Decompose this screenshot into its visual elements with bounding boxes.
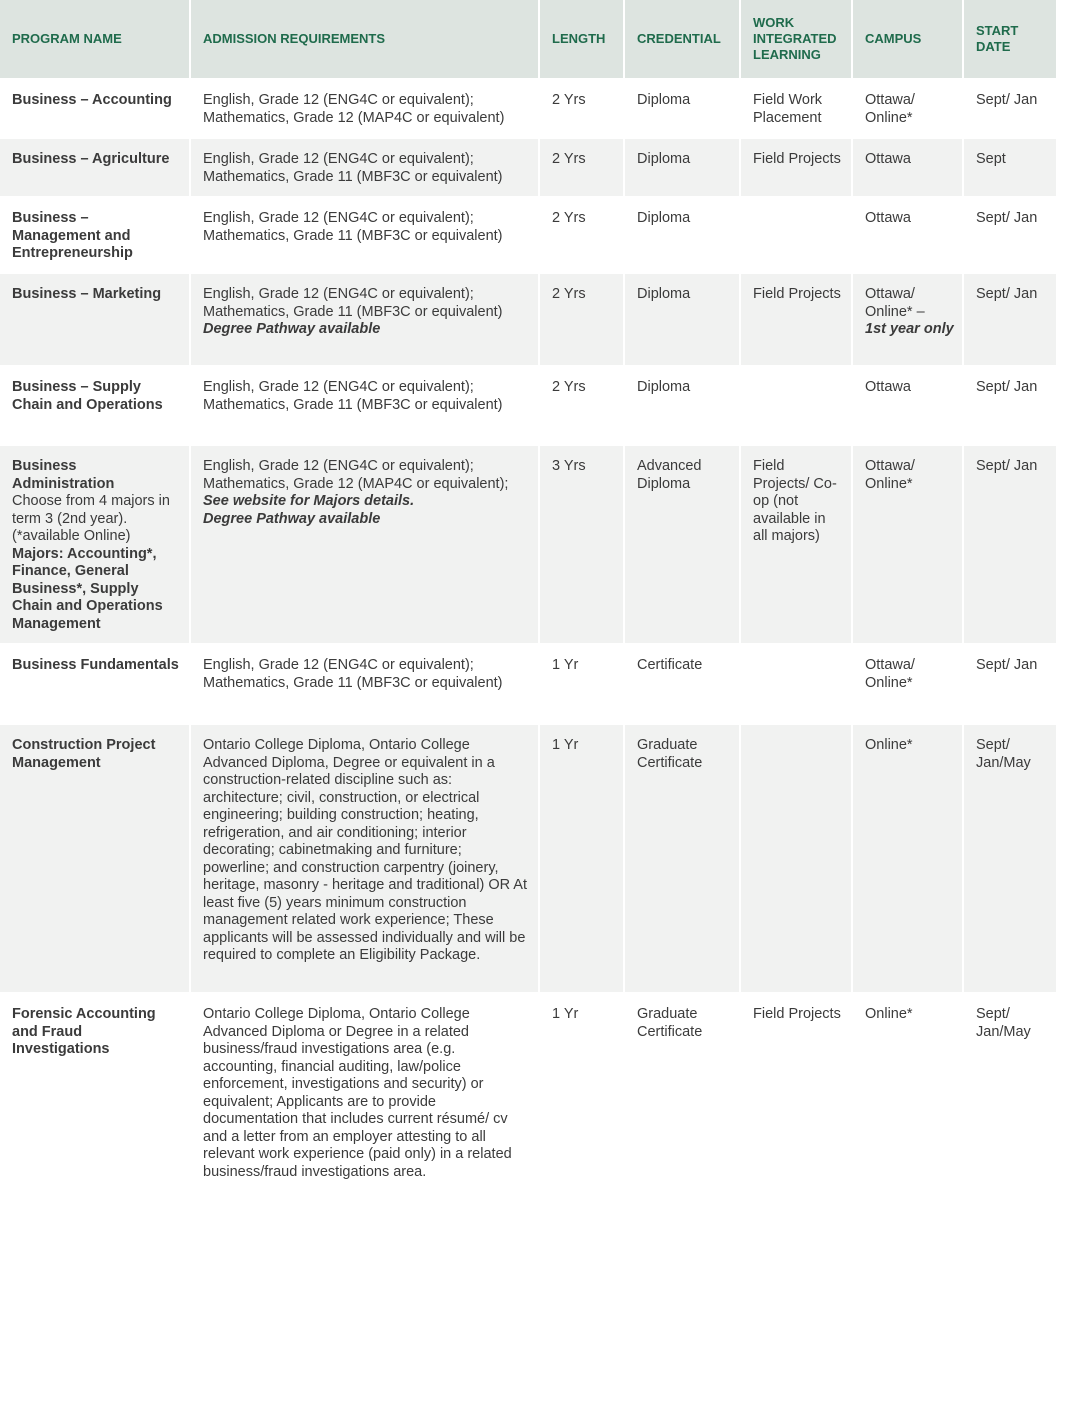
table-row <box>0 367 1056 446</box>
campus: Online* <box>853 994 964 1194</box>
start-date: Sept/ Jan/May <box>964 725 1056 994</box>
header-campus: CAMPUS <box>853 0 964 80</box>
campus: Online* <box>853 725 964 994</box>
table-row <box>0 274 1056 367</box>
table-row <box>0 994 1056 1194</box>
program-name: Construction Project Management <box>12 737 156 771</box>
work-integrated-learning <box>741 645 853 725</box>
table-row <box>0 725 1056 994</box>
campus: Ottawa/ Online* <box>853 446 964 645</box>
length: 3 Yrs <box>540 446 625 645</box>
program-description: Choose from 4 majors in term 3 (2nd year). (*available Online) <box>12 493 170 544</box>
program-majors: Majors: Accounting*, Finance, General Business*, Supply Chain and Operations Management <box>12 545 163 632</box>
header-credential: CREDENTIAL <box>625 0 741 80</box>
program-name: Forensic Accounting and Fraud Investigations <box>12 1006 156 1057</box>
degree-pathway-note: Degree Pathway available <box>203 321 381 337</box>
admission-requirements: Ontario College Diploma, Ontario College Advanced Diploma, Degree or equivalent in a construction-related discipline such as: architecture; civil, construction, or electrical engineering; building construction; heating, refrigeration, and air conditioning; interior decorating; cabinetmaking and furniture; powerline; and construction carpentry (joinery, heritage, masonry - heritage and traditional) OR At least five (5) years minimum construction management related work experience; These applicants will be assessed individually and will be required to complete an Eligibility Package. <box>191 725 540 994</box>
program-name: Business – Management and Entrepreneurship <box>12 210 133 261</box>
program-name: Business – Supply Chain and Operations <box>12 379 163 413</box>
length: 2 Yrs <box>540 274 625 367</box>
credential: Certificate <box>625 645 741 725</box>
admission-requirements: English, Grade 12 (ENG4C or equivalent); Mathematics, Grade 12 (MAP4C or equivalent) <box>191 80 540 139</box>
admission-requirements: English, Grade 12 (ENG4C or equivalent); Mathematics, Grade 11 (MBF3C or equivalent) <box>191 139 540 198</box>
start-date: Sept/ Jan <box>964 367 1056 446</box>
admission-requirements: English, Grade 12 (ENG4C or equivalent); Mathematics, Grade 11 (MBF3C or equivalent) <box>191 645 540 725</box>
credential: Diploma <box>625 274 741 367</box>
length: 2 Yrs <box>540 80 625 139</box>
credential: Graduate Certificate <box>625 994 741 1194</box>
program-name: Business – Accounting <box>12 92 172 108</box>
work-integrated-learning <box>741 725 853 994</box>
credential: Diploma <box>625 198 741 274</box>
campus: Ottawa <box>853 198 964 274</box>
start-date: Sept/ Jan <box>964 80 1056 139</box>
admission-requirements: English, Grade 12 (ENG4C or equivalent); Mathematics, Grade 11 (MBF3C or equivalent) <box>191 198 540 274</box>
admission-requirements: English, Grade 12 (ENG4C or equivalent); Mathematics, Grade 11 (MBF3C or equivalent) <box>203 286 503 320</box>
work-integrated-learning: Field Projects <box>741 994 853 1194</box>
header-admission: ADMISSION REQUIREMENTS <box>191 0 540 80</box>
admission-requirements: English, Grade 12 (ENG4C or equivalent); Mathematics, Grade 11 (MBF3C or equivalent) <box>191 367 540 446</box>
campus: Ottawa/ Online* <box>853 80 964 139</box>
work-integrated-learning: Field Projects/ Co-op (not available in all majors) <box>741 446 853 645</box>
header-length: LENGTH <box>540 0 625 80</box>
degree-pathway-note: Degree Pathway available <box>203 510 381 527</box>
start-date: Sept/ Jan <box>964 645 1056 725</box>
table-row <box>0 645 1056 725</box>
admission-requirements: English, Grade 12 (ENG4C or equivalent); Mathematics, Grade 12 (MAP4C or equivalent); <box>203 458 509 492</box>
header-wil: WORK INTEGRATED LEARNING <box>741 0 853 80</box>
work-integrated-learning: Field Projects <box>741 139 853 198</box>
campus-note: 1st year only <box>865 321 954 337</box>
table-row <box>0 198 1056 274</box>
campus: Ottawa/ Online* – <box>865 286 925 320</box>
start-date: Sept <box>964 139 1056 198</box>
majors-details-note: See website for Majors details. <box>203 493 415 509</box>
work-integrated-learning <box>741 198 853 274</box>
header-start-date: START DATE <box>964 0 1056 80</box>
start-date: Sept/ Jan/May <box>964 994 1056 1194</box>
table-row <box>0 446 1056 645</box>
credential: Advanced Diploma <box>625 446 741 645</box>
credential: Graduate Certificate <box>625 725 741 994</box>
table-row <box>0 139 1056 198</box>
start-date: Sept/ Jan <box>964 198 1056 274</box>
campus: Ottawa/ Online* <box>853 645 964 725</box>
program-name: Business – Marketing <box>12 286 162 302</box>
start-date: Sept/ Jan <box>964 446 1056 645</box>
program-name: Business – Agriculture <box>12 151 170 167</box>
length: 2 Yrs <box>540 139 625 198</box>
work-integrated-learning <box>741 367 853 446</box>
start-date: Sept/ Jan <box>964 274 1056 367</box>
work-integrated-learning: Field Work Placement <box>741 80 853 139</box>
length: 2 Yrs <box>540 367 625 446</box>
length: 1 Yr <box>540 725 625 994</box>
admission-requirements: Ontario College Diploma, Ontario College Advanced Diploma or Degree in a related business/fraud investigations area (e.g. accounting, financial auditing, law/police enforcement, investigations and security) or equivalent; Applicants are to provide documentation that includes current résumé/ cv and a letter from an employer attesting to all relevant work experience (paid only) in a related business/fraud investigations area. <box>191 994 540 1194</box>
credential: Diploma <box>625 139 741 198</box>
campus: Ottawa <box>853 139 964 198</box>
program-name: Business Fundamentals <box>12 657 179 673</box>
length: 1 Yr <box>540 645 625 725</box>
table-header <box>0 0 1056 80</box>
header-program-name: PROGRAM NAME <box>0 0 191 80</box>
length: 2 Yrs <box>540 198 625 274</box>
credential: Diploma <box>625 367 741 446</box>
program-name: Business Administration <box>12 458 115 492</box>
length: 1 Yr <box>540 994 625 1194</box>
campus: Ottawa <box>853 367 964 446</box>
table-row <box>0 80 1056 139</box>
work-integrated-learning: Field Projects <box>741 274 853 367</box>
credential: Diploma <box>625 80 741 139</box>
